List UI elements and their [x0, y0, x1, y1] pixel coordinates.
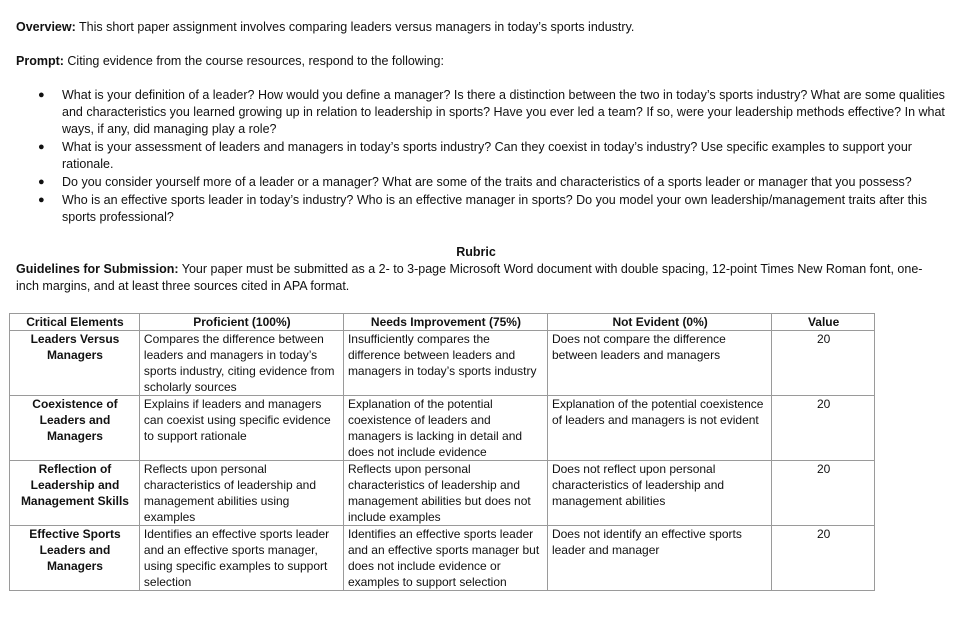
guidelines-label: Guidelines for Submission:	[16, 262, 179, 276]
list-item	[38, 192, 946, 226]
prompt-question-list	[16, 87, 946, 226]
list-item	[38, 174, 946, 191]
bullet-icon: ●	[38, 176, 45, 188]
header-critical-elements: Critical Elements	[10, 314, 140, 331]
value-cell: 20	[772, 331, 875, 396]
value-cell: 20	[772, 396, 875, 461]
list-item-text: Who is an effective sports leader in today’s industry? Who is an effective manager in sports? Do you model your own leadership/management traits after this sports professional?	[62, 193, 928, 224]
table-row	[10, 331, 875, 396]
guidelines-paragraph	[16, 261, 936, 295]
rubric-table	[9, 313, 875, 591]
table-header-row	[10, 314, 875, 331]
overview-label: Overview:	[16, 20, 76, 34]
proficient-cell: Explains if leaders and managers can coexist using specific evidence to support rationale	[139, 396, 343, 461]
overview-paragraph	[16, 19, 946, 36]
needs-improvement-cell: Insufficiently compares the difference between leaders and managers in today’s sports industry	[343, 331, 547, 396]
critical-element-cell: Effective Sports Leaders and Managers	[10, 526, 140, 591]
table-row	[10, 396, 875, 461]
list-item-text: What is your assessment of leaders and managers in today’s sports industry? Can they coexist in today’s industry? Use specific examples to support your rationale.	[62, 140, 912, 171]
needs-improvement-cell: Reflects upon personal characteristics of leadership and management abilities but does not include examples	[343, 461, 547, 526]
critical-element-cell: Reflection of Leadership and Management Skills	[10, 461, 140, 526]
header-proficient: Proficient (100%)	[139, 314, 343, 331]
bullet-icon: ●	[38, 141, 45, 153]
table-row	[10, 461, 875, 526]
needs-improvement-cell: Explanation of the potential coexistence of leaders and managers is lacking in detail and does not include evidence	[343, 396, 547, 461]
proficient-cell: Reflects upon personal characteristics of leadership and management abilities using examples	[139, 461, 343, 526]
value-cell: 20	[772, 526, 875, 591]
not-evident-cell: Does not compare the difference between leaders and managers	[547, 331, 771, 396]
table-row	[10, 526, 875, 591]
assignment-document	[16, 18, 946, 295]
overview-text: This short paper assignment involves comparing leaders versus managers in today’s sports industry.	[75, 20, 635, 34]
list-item	[38, 87, 946, 138]
prompt-paragraph	[16, 53, 946, 70]
list-item-text: What is your definition of a leader? How would you define a manager? Is there a distinction between the two in today’s sports industry? What are some qualities and characteristics you learned growing up in relation to leadership in sports? Have you ever led a team? If so, were your leadership methods effective? In what ways, if any, did managing play a role?	[62, 88, 945, 136]
not-evident-cell: Does not identify an effective sports leader and manager	[547, 526, 771, 591]
header-needs-improvement: Needs Improvement (75%)	[343, 314, 547, 331]
header-not-evident: Not Evident (0%)	[547, 314, 771, 331]
not-evident-cell: Does not reflect upon personal characteristics of leadership and management abilities	[547, 461, 771, 526]
critical-element-cell: Coexistence of Leaders and Managers	[10, 396, 140, 461]
proficient-cell: Compares the difference between leaders and managers in today’s sports industry, citing evidence from scholarly sources	[139, 331, 343, 396]
bullet-icon: ●	[38, 194, 45, 206]
list-item-text: Do you consider yourself more of a leader or a manager? What are some of the traits and characteristics of a sports leader or manager that you possess?	[62, 175, 912, 189]
needs-improvement-cell: Identifies an effective sports leader and an effective sports manager but does not include evidence or examples to support selection	[343, 526, 547, 591]
critical-element-cell: Leaders Versus Managers	[10, 331, 140, 396]
not-evident-cell: Explanation of the potential coexistence of leaders and managers is not evident	[547, 396, 771, 461]
bullet-icon: ●	[38, 89, 45, 101]
prompt-text: Citing evidence from the course resources, respond to the following:	[63, 54, 444, 68]
prompt-label: Prompt:	[16, 54, 64, 68]
header-value: Value	[772, 314, 875, 331]
rubric-heading: Rubric	[456, 245, 496, 259]
proficient-cell: Identifies an effective sports leader and an effective sports manager, using specific examples to support selection	[139, 526, 343, 591]
value-cell: 20	[772, 461, 875, 526]
list-item	[38, 139, 946, 173]
guidelines-text: Your paper must be submitted as a 2- to 3-page Microsoft Word document with double spacing, 12-point Times New Roman font, one-inch margins, and at least three sources cited in APA format.	[16, 262, 923, 293]
